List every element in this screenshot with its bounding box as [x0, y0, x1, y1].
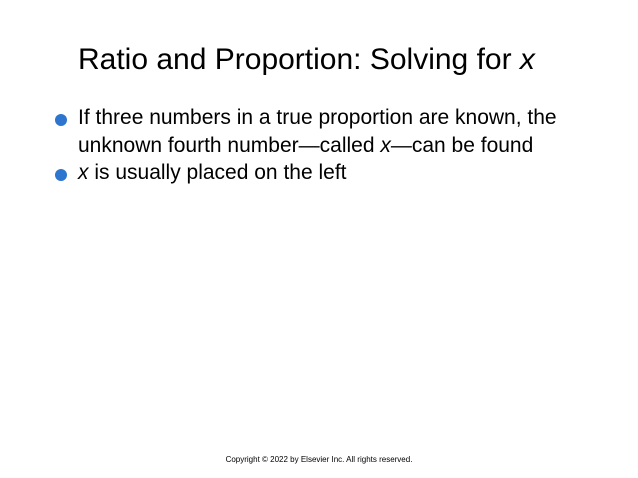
slide-title — [78, 42, 535, 78]
bullet-text-variable: x — [380, 133, 391, 157]
bullet-text — [78, 161, 347, 184]
bullet-text-variable: x — [78, 161, 89, 184]
slide-title-variable: x — [519, 43, 535, 76]
bullet-text — [78, 106, 557, 157]
bullet-text-tail: —can be found — [390, 133, 534, 157]
bullet-dot-icon — [55, 114, 67, 126]
slide-title-text: Ratio and Proportion: Solving for — [78, 43, 520, 76]
bullet-item — [55, 104, 615, 159]
bullet-item — [55, 159, 615, 187]
bullet-dot-icon — [55, 169, 67, 181]
copyright-footer: Copyright © 2022 by Elsevier Inc. All rights reserved. — [225, 455, 413, 464]
bullet-text-main: is usually placed on the left — [88, 161, 347, 184]
bullet-text-main: If three numbers in a true proportion are known, the unknown fourth number—called — [78, 106, 557, 157]
bullet-list — [55, 104, 615, 187]
